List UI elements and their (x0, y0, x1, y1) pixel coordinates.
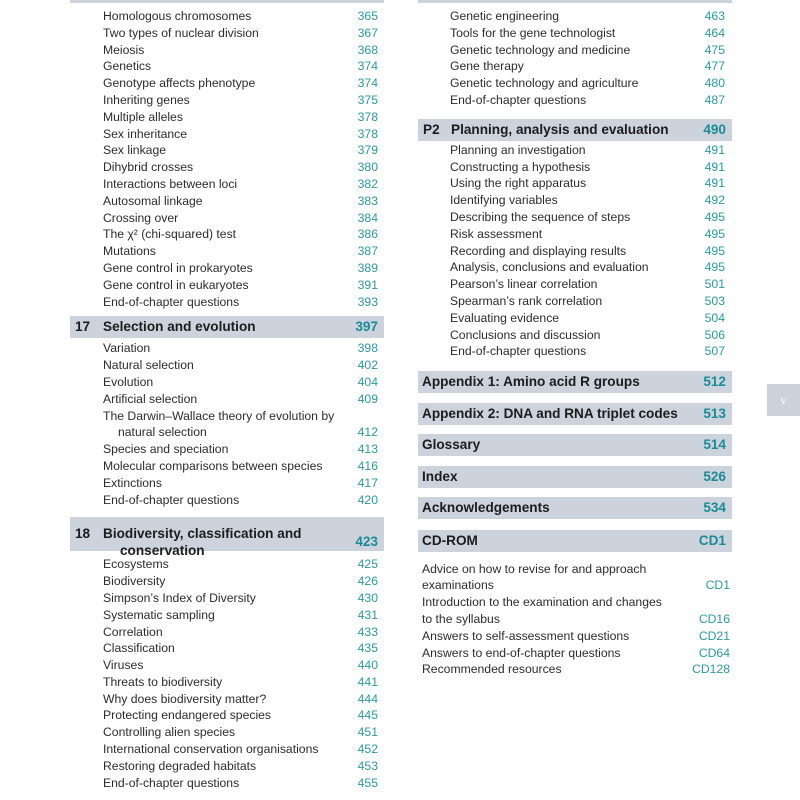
toc-entry-page: 463 (704, 9, 725, 23)
toc-entry-page: 491 (704, 142, 725, 157)
chapter-page: 490 (703, 121, 726, 137)
toc-entry[interactable] (418, 58, 732, 75)
toc-entry-title: Sex linkage (103, 143, 167, 158)
chapter-title (103, 525, 301, 559)
toc-entry-title: Genotype affects phenotype (103, 76, 256, 91)
toc-entry[interactable] (70, 193, 384, 210)
cdrom-entry[interactable] (418, 645, 732, 662)
toc-entry-title: Gene control in eukaryotes (103, 277, 249, 292)
cdrom-entry[interactable] (418, 594, 732, 628)
cdrom-entry-page: CD64 (698, 645, 730, 660)
toc-entry-page: 426 (357, 574, 378, 589)
toc-entry-title: Dihybrid crosses (103, 160, 194, 175)
cdrom-entry[interactable] (418, 561, 732, 595)
toc-entry-page: 480 (704, 76, 725, 91)
toc-entry-title: Mutations (103, 244, 156, 259)
toc-entry[interactable] (70, 109, 384, 126)
toc-entry-title: Genetic technology and agriculture (450, 76, 639, 91)
back-matter-page: 534 (703, 500, 726, 516)
toc-entry-page: 451 (357, 725, 378, 740)
toc-entry-title: Pearson’s linear correlation (450, 277, 598, 292)
toc-section-16-entries (70, 8, 384, 310)
back-matter-heading[interactable] (418, 403, 732, 425)
toc-entry-page: 416 (357, 458, 378, 473)
cdrom-entry-title: Introduction to the examination and changes to the syllabus (422, 595, 662, 627)
toc-entry[interactable] (418, 209, 732, 226)
toc-entry-page: 413 (357, 442, 378, 457)
toc-entry-title: Restoring degraded habitats (103, 758, 257, 773)
toc-entry-page: 495 (704, 260, 725, 275)
toc-entry[interactable] (70, 374, 384, 391)
toc-entry[interactable] (70, 294, 384, 311)
toc-entry-page: 391 (357, 277, 378, 292)
toc-entry-page: 495 (704, 226, 725, 241)
back-matter-title: Glossary (422, 437, 481, 453)
toc-entry[interactable] (418, 42, 732, 59)
toc-entry[interactable] (70, 243, 384, 260)
toc-entry-page: 444 (357, 691, 378, 706)
toc-entry[interactable] (70, 210, 384, 227)
toc-entry[interactable] (70, 176, 384, 193)
toc-entry[interactable] (70, 260, 384, 277)
toc-entry-page: 433 (357, 624, 378, 639)
cdrom-entry[interactable] (418, 628, 732, 645)
toc-entry[interactable] (70, 226, 384, 243)
toc-entry[interactable] (418, 226, 732, 243)
toc-entry-title: Conclusions and discussion (450, 327, 601, 342)
cdrom-entry-page: CD1 (705, 578, 730, 593)
cdrom-entry-title: Recommended resources (422, 662, 562, 677)
toc-entry-page: 380 (357, 160, 378, 175)
toc-entry-page: 495 (704, 209, 725, 224)
chapter-title-line2: conservation (120, 543, 205, 559)
toc-entry[interactable] (70, 75, 384, 92)
toc-entry-page: 464 (704, 25, 725, 40)
toc-entry[interactable] (418, 159, 732, 176)
toc-entry-title: Autosomal linkage (103, 193, 203, 208)
toc-entry[interactable] (70, 277, 384, 294)
toc-entry-title: Systematic sampling (103, 607, 215, 622)
toc-entry-page: 431 (357, 607, 378, 622)
toc-entry-title: Gene therapy (450, 59, 524, 74)
toc-entry-page: 506 (704, 327, 725, 342)
toc-entry-page: 441 (357, 674, 378, 689)
chapter-number: 17 (75, 319, 91, 335)
back-matter-title: Index (422, 468, 458, 484)
back-matter-page: 512 (703, 374, 726, 390)
toc-entry[interactable] (70, 357, 384, 374)
toc-entry-title: Identifying variables (450, 193, 558, 208)
toc-entry[interactable] (70, 424, 384, 441)
toc-entry[interactable] (70, 92, 384, 109)
toc-entry-title: Genetic technology and medicine (450, 42, 631, 57)
toc-entry[interactable] (418, 142, 732, 159)
toc-entry-page: 374 (357, 76, 378, 91)
toc-entry-title: The Darwin–Wallace theory of evolution by (103, 408, 335, 423)
toc-entry-page: 365 (357, 9, 378, 23)
toc-entry-title: Tools for the gene technologist (450, 25, 616, 40)
back-matter-page: 514 (703, 437, 726, 453)
toc-entry-page: 503 (704, 293, 725, 308)
chapter-p2-heading[interactable] (418, 119, 732, 141)
toc-entry[interactable] (70, 340, 384, 357)
toc-entry-title: Variation (103, 341, 151, 356)
toc-entry-title: Interactions between loci (103, 176, 238, 191)
toc-entry[interactable] (418, 192, 732, 209)
toc-entry-page: 477 (704, 59, 725, 74)
toc-entry-page: 409 (357, 391, 378, 406)
toc-entry-page: 387 (357, 244, 378, 259)
toc-entry[interactable] (70, 126, 384, 143)
toc-entry-title: The χ² (chi-squared) test (103, 227, 237, 242)
cdrom-page: CD1 (698, 532, 726, 548)
toc-entry-page: 417 (357, 475, 378, 490)
toc-entry-page: 378 (357, 109, 378, 124)
toc-entry[interactable] (418, 259, 732, 276)
toc-entry-page: 367 (357, 25, 378, 40)
toc-entry-page: 430 (357, 590, 378, 605)
toc-entry-page: 386 (357, 227, 378, 242)
cdrom-entry-title: Answers to end-of-chapter questions (422, 645, 621, 660)
chapter-page: 423 (355, 534, 378, 550)
toc-entry-title: Molecular comparisons between species (103, 458, 323, 473)
toc-entry[interactable] (70, 758, 384, 775)
toc-entry[interactable] (70, 492, 384, 509)
toc-entry[interactable] (70, 8, 384, 25)
toc-entry[interactable] (70, 590, 384, 607)
toc-entry-title: Inheriting genes (103, 92, 190, 107)
page-number-tab: v (767, 384, 800, 416)
toc-entry-title: Genetics (103, 59, 152, 74)
toc-entry-title: Controlling alien species (103, 725, 236, 740)
toc-entry-page: 375 (357, 92, 378, 107)
toc-entry-title: Natural selection (103, 358, 194, 373)
toc-entry-title: International conservation organisations (103, 742, 319, 757)
toc-entry-page: 504 (704, 310, 725, 325)
toc-entry-title: Biodiversity (103, 574, 166, 589)
toc-entry-page: 393 (357, 294, 378, 309)
toc-entry[interactable] (418, 243, 732, 260)
toc-entry-page: 445 (357, 708, 378, 723)
toc-entry-title: Sex inheritance (103, 126, 188, 141)
chapter-18-heading[interactable] (70, 517, 384, 559)
toc-entry-page: 404 (357, 374, 378, 389)
toc-entry[interactable] (418, 310, 732, 327)
chapter-17-heading[interactable] (70, 316, 384, 338)
toc-entry-title: End-of-chapter questions (450, 92, 587, 107)
toc-entry-title: Viruses (103, 658, 144, 673)
toc-entry-title: Spearman’s rank correlation (450, 293, 603, 308)
toc-entry-page: 420 (357, 492, 378, 507)
toc-entry-title: Genetic engineering (450, 9, 560, 23)
toc-entry-page: 378 (357, 126, 378, 141)
toc-entry-page: 382 (357, 176, 378, 191)
toc-entry[interactable] (418, 343, 732, 360)
toc-entry-page: 453 (357, 758, 378, 773)
chapter-p2-entries (418, 142, 732, 360)
toc-entry-title: Artificial selection (103, 391, 198, 406)
toc-entry-title: Constructing a hypothesis (450, 159, 591, 174)
toc-section-19-entries (418, 8, 732, 109)
cdrom-title: CD-ROM (422, 532, 478, 548)
toc-entry[interactable] (70, 607, 384, 624)
toc-entry-page: 425 (357, 557, 378, 572)
toc-entry[interactable] (418, 8, 732, 25)
toc-entry[interactable] (418, 25, 732, 42)
toc-entry-title: Multiple alleles (103, 109, 183, 124)
toc-entry-page: 491 (704, 159, 725, 174)
toc-entry-page: 379 (357, 143, 378, 158)
back-matter-title: Acknowledgements (422, 500, 550, 516)
toc-entry[interactable] (70, 42, 384, 59)
toc-entry[interactable] (418, 276, 732, 293)
toc-entry-title: Classification (103, 641, 175, 656)
toc-entry[interactable] (70, 556, 384, 573)
toc-entry[interactable] (70, 25, 384, 42)
toc-entry-page: 374 (357, 59, 378, 74)
toc-entry-title: Using the right apparatus (450, 176, 587, 191)
chapter-title: Selection and evolution (103, 319, 256, 335)
toc-entry[interactable] (70, 674, 384, 691)
toc-entry[interactable] (70, 624, 384, 641)
toc-entry[interactable] (70, 458, 384, 475)
toc-entry-title: End-of-chapter questions (450, 344, 587, 359)
toc-entry-title: End-of-chapter questions (103, 294, 240, 309)
toc-entry[interactable] (70, 475, 384, 492)
chapter-number: P2 (423, 121, 440, 137)
cdrom-heading[interactable] (418, 530, 732, 552)
toc-entry-title: Gene control in prokaryotes (103, 260, 253, 275)
toc-entry-title: Threats to biodiversity (103, 674, 223, 689)
toc-entry[interactable] (70, 657, 384, 674)
toc-entry-title: Evolution (103, 374, 154, 389)
toc-entry-page: 384 (357, 210, 378, 225)
toc-entry-title: Two types of nuclear division (103, 25, 259, 40)
toc-entry-title: Meiosis (103, 42, 145, 57)
toc-entry-page: 487 (704, 92, 725, 107)
chapter-title-line1: Biodiversity, classification and (103, 526, 302, 542)
toc-entry-page: 501 (704, 277, 725, 292)
toc-entry[interactable] (70, 640, 384, 657)
cdrom-entry-page: CD16 (698, 612, 730, 627)
toc-entry-title: Extinctions (103, 475, 162, 490)
cdrom-entry-title: Advice on how to revise for and approach examinations (422, 561, 647, 593)
toc-entry[interactable] (70, 441, 384, 458)
back-matter-title: Appendix 1: Amino acid R groups (422, 374, 640, 390)
toc-entry-page: 383 (357, 193, 378, 208)
toc-entry-page: 455 (357, 775, 378, 790)
toc-entry-title: Ecosystems (103, 557, 169, 572)
toc-entry-page: 440 (357, 658, 378, 673)
toc-entry-title: Describing the sequence of steps (450, 209, 631, 224)
toc-entry-page: 475 (704, 42, 725, 57)
toc-entry[interactable] (70, 408, 384, 425)
toc-entry[interactable] (70, 691, 384, 708)
toc-entry-title: Crossing over (103, 210, 179, 225)
toc-entry-title: Analysis, conclusions and evaluation (450, 260, 649, 275)
toc-entry[interactable] (70, 159, 384, 176)
back-matter-heading[interactable] (418, 434, 732, 456)
back-matter-page: 526 (703, 468, 726, 484)
cdrom-entry-title: Answers to self-assessment questions (422, 628, 630, 643)
toc-entry-title: Correlation (103, 624, 163, 639)
chapter-17-entries (70, 340, 384, 508)
toc-entry-page: 507 (704, 344, 725, 359)
cdrom-entries (418, 561, 732, 679)
toc-entry-title: Planning an investigation (450, 142, 586, 157)
toc-entry-title: End-of-chapter questions (103, 775, 240, 790)
toc-entry-title: Why does biodiversity matter? (103, 691, 267, 706)
toc-entry-title: natural selection (118, 425, 207, 440)
right-column (418, 0, 732, 678)
toc-entry-page: 389 (357, 260, 378, 275)
toc-entry-title: Protecting endangered species (103, 708, 272, 723)
toc-entry-title: Homologous chromosomes (103, 9, 252, 23)
toc-entry-page: 368 (357, 42, 378, 57)
toc-entry-page: 492 (704, 193, 725, 208)
back-matter-heading[interactable] (418, 466, 732, 488)
back-matter-page: 513 (703, 405, 726, 421)
toc-entry[interactable] (70, 142, 384, 159)
chapter-page: 397 (355, 319, 378, 335)
toc-entry-title: Evaluating evidence (450, 310, 560, 325)
toc-entry-page: 495 (704, 243, 725, 258)
toc-entry[interactable] (70, 573, 384, 590)
toc-entry-title: End-of-chapter questions (103, 492, 240, 507)
chapter-18-entries (70, 556, 384, 791)
toc-entry[interactable] (70, 724, 384, 741)
cdrom-entry-page: CD128 (692, 662, 730, 677)
back-matter-heading[interactable] (418, 497, 732, 519)
toc-entry-title: Simpson’s Index of Diversity (103, 590, 256, 605)
toc-entry[interactable] (70, 391, 384, 408)
toc-entry[interactable] (418, 92, 732, 109)
toc-entry-page: 491 (704, 176, 725, 191)
toc-entry-page: 402 (357, 358, 378, 373)
toc-entry-page: 452 (357, 742, 378, 757)
toc-entry[interactable] (70, 741, 384, 758)
toc-entry[interactable] (418, 75, 732, 92)
toc-entry-title: Recording and displaying results (450, 243, 627, 258)
chapter-number: 18 (75, 526, 91, 542)
toc-entry[interactable] (70, 58, 384, 75)
toc-entry-page: 435 (357, 641, 378, 656)
toc-entry-title: Species and speciation (103, 442, 229, 457)
toc-entry-page: 398 (357, 341, 378, 356)
toc-entry[interactable] (70, 775, 384, 792)
toc-entry[interactable] (418, 175, 732, 192)
toc-entry-title: Risk assessment (450, 226, 543, 241)
cdrom-entry-page: CD21 (698, 628, 730, 643)
cdrom-entry[interactable] (418, 661, 732, 678)
toc-entry[interactable] (418, 327, 732, 344)
chapter-title: Planning, analysis and evaluation (451, 121, 669, 137)
back-matter-heading[interactable] (418, 371, 732, 393)
back-matter-title: Appendix 2: DNA and RNA triplet codes (422, 405, 678, 421)
toc-entry-page: 412 (357, 425, 378, 440)
back-matter (418, 371, 732, 519)
toc-entry[interactable] (70, 707, 384, 724)
left-column (70, 0, 384, 791)
toc-entry[interactable] (418, 293, 732, 310)
